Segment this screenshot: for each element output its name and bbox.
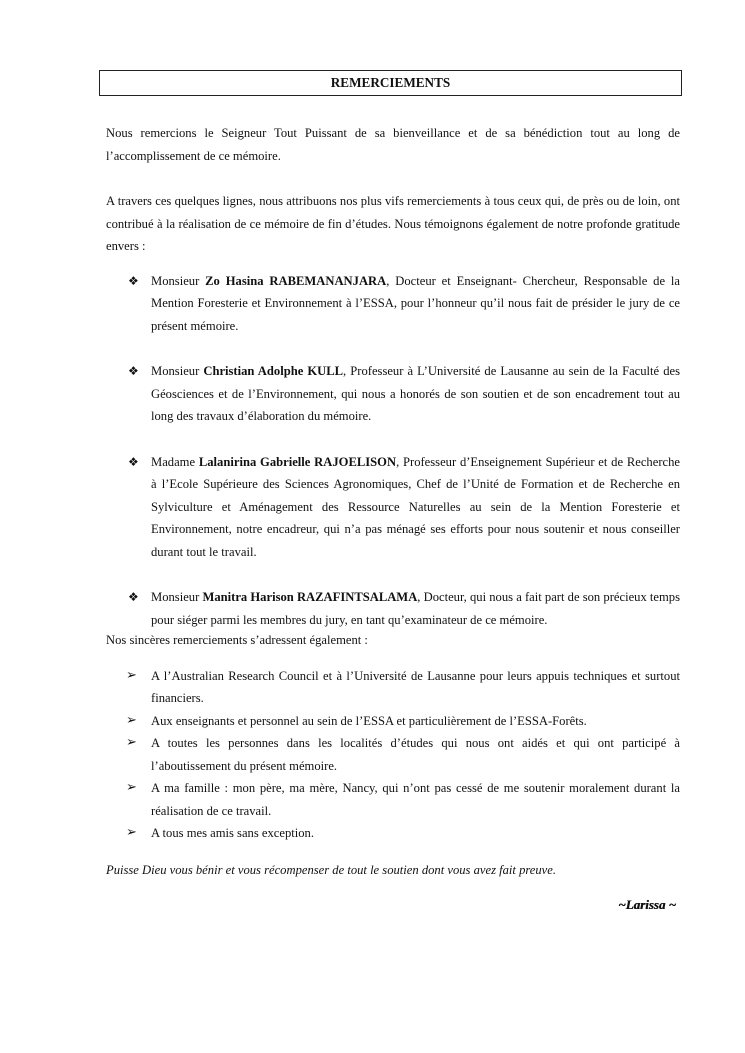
person-description: , Professeur d’Enseignement Supérieur et de Recherche à l’Ecole Supérieure des Sciences Agronomiques, Chef de l’Unité de Formation et de Recherche en Sylviculture et Aménagement des Ressource Naturelles au sein de la Mention Foresterie et Environnement, notre encadreur, qui n’a pas ménagé ses efforts pour nous soutenir et nous conseiller durant tout le travail. — [151, 454, 680, 559]
person-description: , Docteur, qui nous a fait part de son précieux temps pour siéger parmi les membres du jury, en tant qu’examinateur de ce mémoire. — [151, 590, 681, 627]
person-name: Zo Hasina RABEMANANJARA — [205, 273, 387, 288]
gratitude-paragraph: A travers ces quelques lignes, nous attribuons nos plus vifs remerciements à tous ceux qui, de près ou de loin, ont contribué à la réalisation de ce mémoire de fin d’études. Nous témoignons également de notre profonde gratitude envers : — [106, 194, 680, 253]
closing-intro: Nos sincères remerciements s’adressent également : — [106, 633, 368, 647]
page-title: REMERCIEMENTS — [99, 70, 682, 96]
person-description: , Docteur et Enseignant- Chercheur, Responsable de la Mention Foresterie et Environnement à l’ESSA, pour l’honneur qu’il nous fait de présider le jury de ce présent mémoire. — [151, 273, 681, 333]
people-list — [106, 270, 680, 632]
acknowledgement-text: A tous mes amis sans exception. — [151, 826, 314, 840]
person-description: , Professeur à L’Université de Lausanne au sein de la Faculté des Géosciences et de l’Environnement, qui nous a honorés de son soutien et de son encadrement tout au long des travaux d’élaboration du mémoire. — [151, 364, 680, 423]
person-name: Christian Adolphe KULL — [203, 364, 344, 378]
person-prefix: Monsieur — [151, 364, 204, 378]
blessing-line: Puisse Dieu vous bénir et vous récompenser de tout le soutien dont vous avez fait preuve. — [106, 862, 557, 877]
person-prefix: Madame — [151, 454, 199, 469]
arrow-bullet-icon: ➢ — [126, 667, 137, 683]
list-item — [106, 270, 680, 338]
person-name: Lalanirina Gabrielle RAJOELISON — [198, 454, 397, 469]
list-item — [106, 732, 680, 777]
list-item — [106, 586, 680, 631]
diamond-bullet-icon: ❖ — [128, 454, 139, 469]
list-item — [106, 665, 680, 710]
arrow-bullet-icon: ➢ — [126, 735, 137, 750]
person-prefix: Monsieur — [151, 590, 203, 604]
intro-paragraph: Nous remercions le Seigneur Tout Puissant de sa bienveillance et de sa bénédiction tout au long de l’accomplissement de ce mémoire. — [106, 126, 680, 163]
list-item — [106, 777, 680, 822]
list-item — [106, 451, 680, 564]
signature: ~Larissa ~ — [618, 897, 676, 912]
arrow-bullet-icon: ➢ — [126, 780, 137, 795]
document-page — [106, 70, 680, 913]
acknowledgement-list — [106, 665, 680, 845]
arrow-bullet-icon: ➢ — [126, 825, 137, 840]
diamond-bullet-icon: ❖ — [128, 590, 139, 604]
list-item — [106, 360, 680, 428]
list-item — [106, 822, 680, 845]
acknowledgement-text: A toutes les personnes dans les localités d’études qui nous ont aidés et qui ont participé à l’aboutissement du présent mémoire. — [151, 736, 680, 773]
person-prefix: Monsieur — [151, 273, 206, 288]
diamond-bullet-icon: ❖ — [128, 273, 139, 288]
arrow-bullet-icon: ➢ — [126, 712, 137, 728]
list-item — [106, 710, 680, 733]
diamond-bullet-icon: ❖ — [128, 364, 139, 378]
person-name: Manitra Harison RAZAFINTSALAMA — [202, 590, 418, 604]
acknowledgement-text: A l’Australian Research Council et à l’Université de Lausanne pour leurs appuis techniques et surtout financiers. — [151, 668, 680, 705]
acknowledgement-text: A ma famille : mon père, ma mère, Nancy, qui n’ont pas cessé de me soutenir moralement durant la réalisation de ce travail. — [151, 781, 680, 818]
acknowledgement-text: Aux enseignants et personnel au sein de l’ESSA et particulièrement de l’ESSA-Forêts. — [151, 713, 587, 728]
